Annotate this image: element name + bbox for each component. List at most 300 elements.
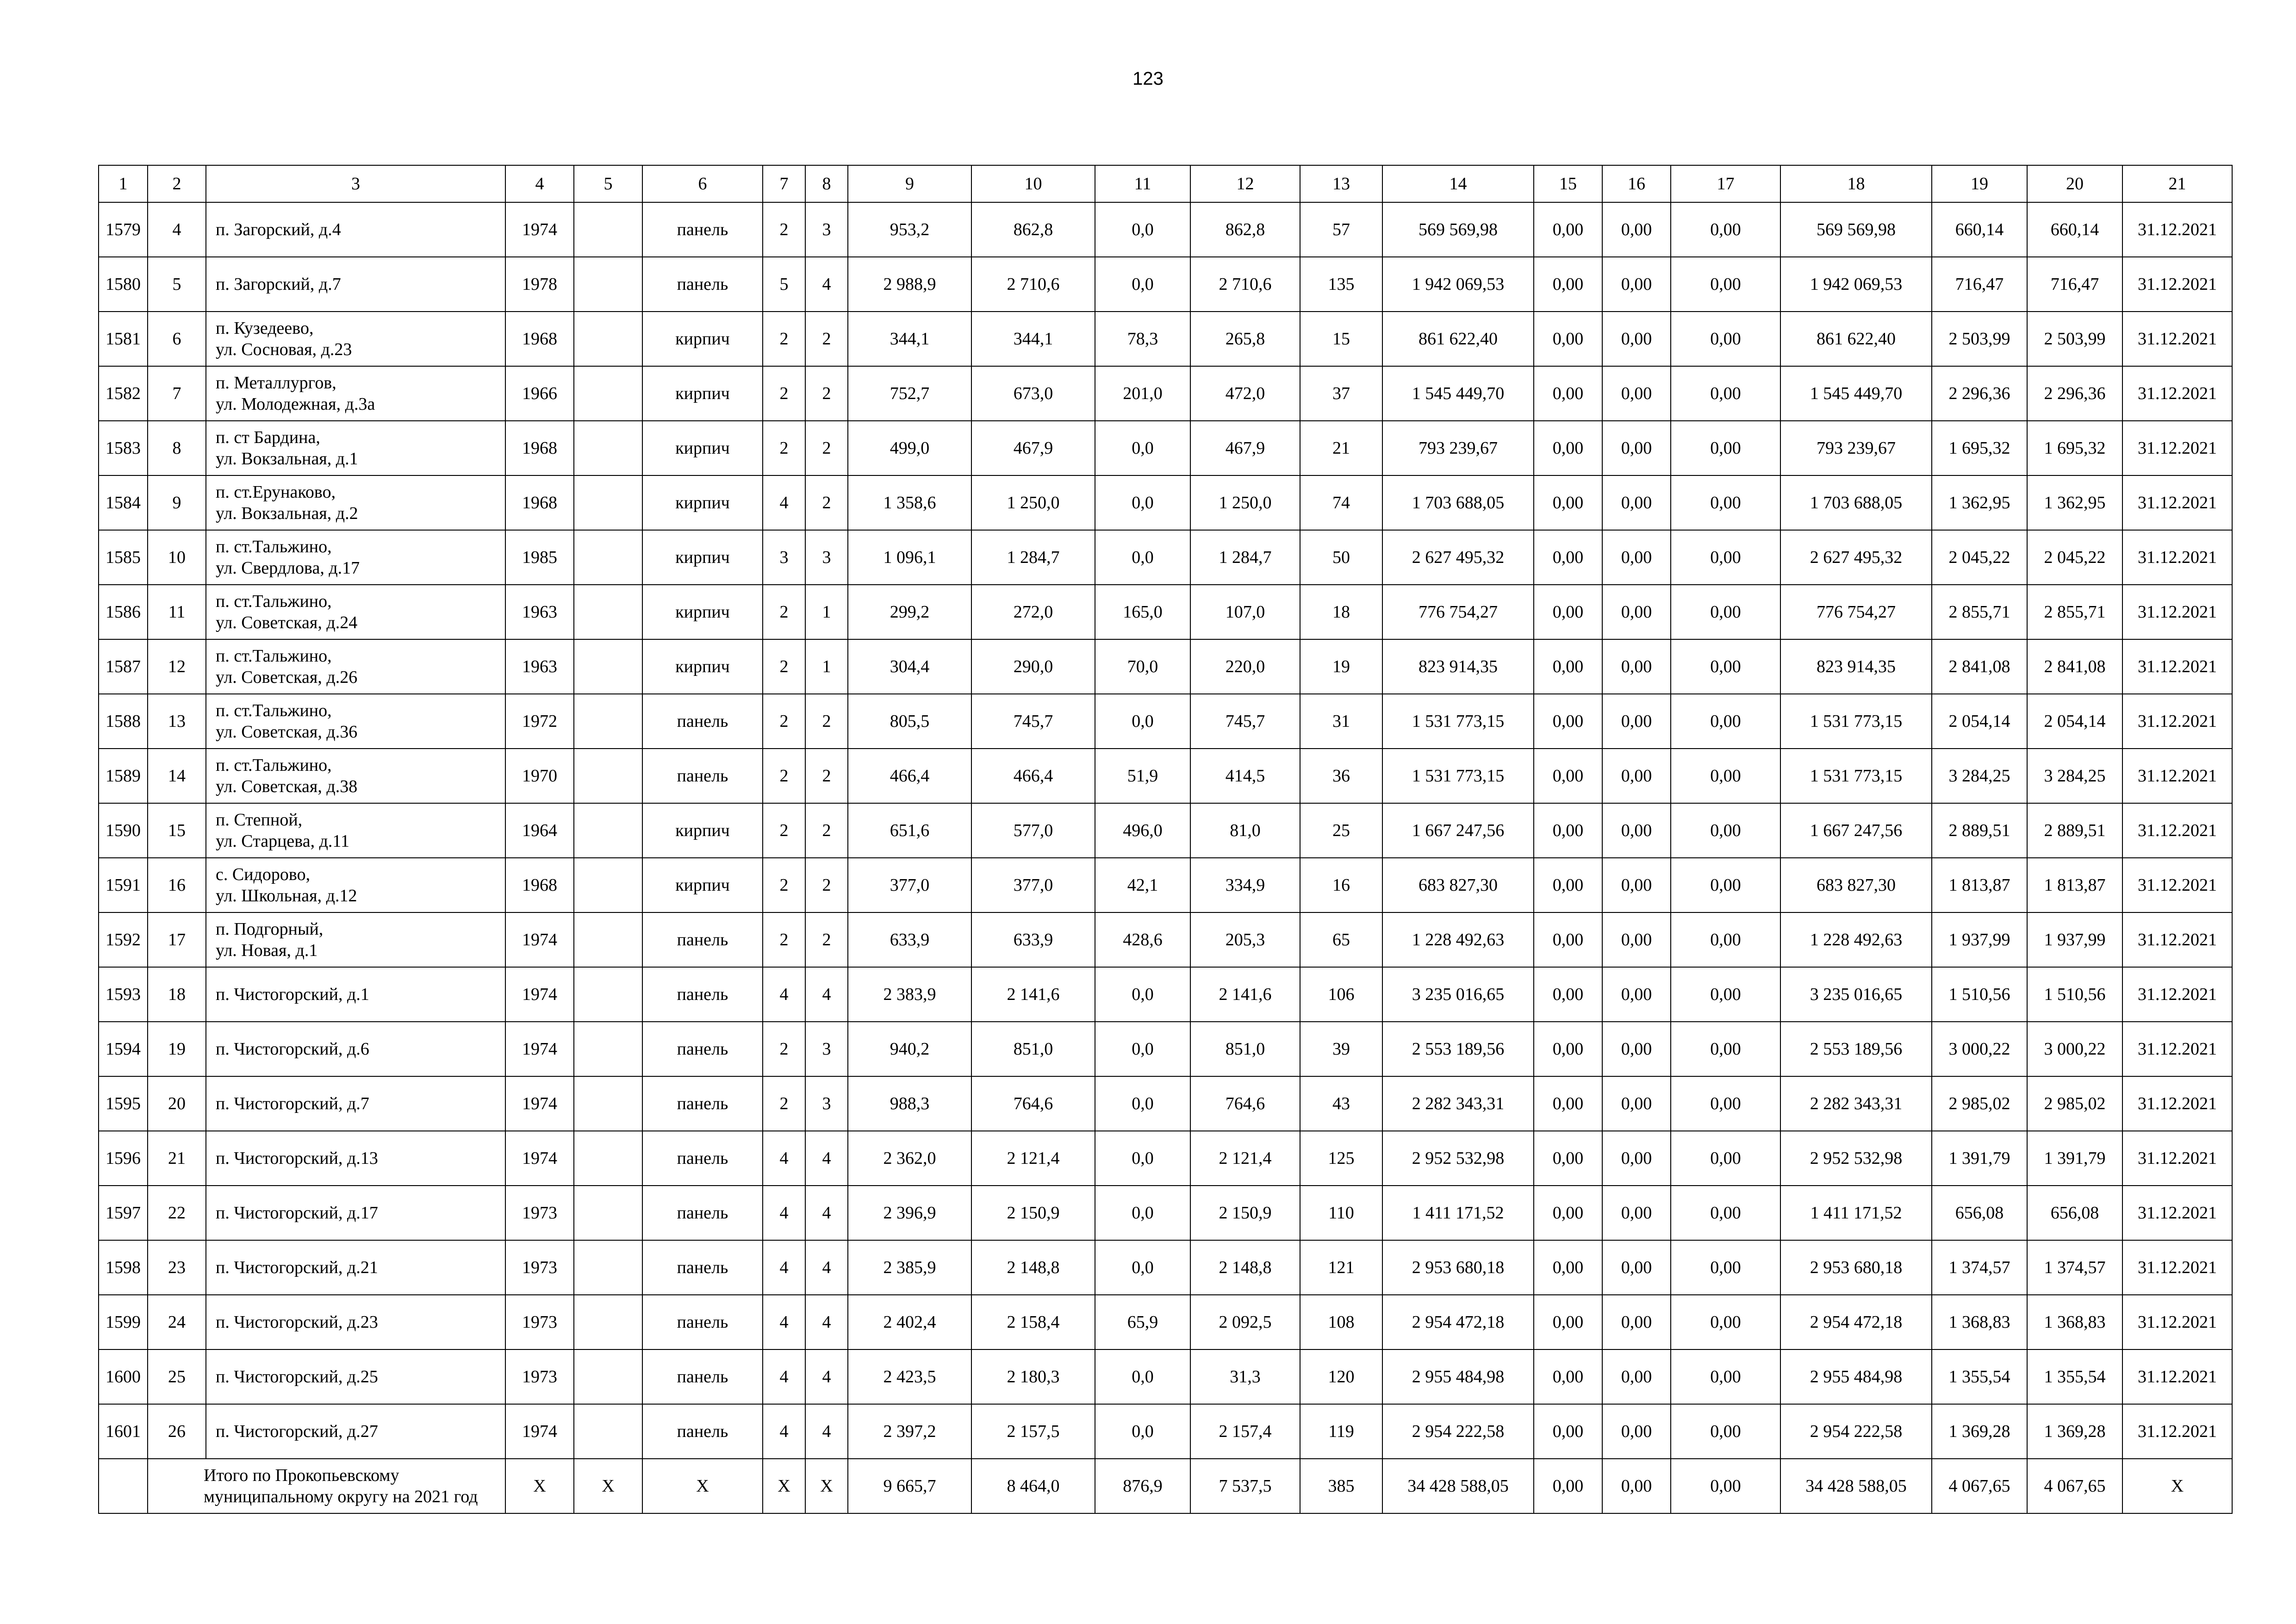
table-cell: 265,8: [1190, 312, 1300, 366]
table-cell: 0,00: [1602, 749, 1671, 803]
table-cell: 1 703 688,05: [1382, 475, 1534, 530]
table-cell: 862,8: [971, 202, 1095, 257]
table-cell: 1 355,54: [1932, 1349, 2027, 1404]
table-cell: 3: [763, 530, 805, 585]
table-cell: 31.12.2021: [2122, 257, 2232, 312]
table-cell: 23: [148, 1240, 206, 1295]
table-cell: 1 362,95: [2027, 475, 2122, 530]
table-cell: 1974: [505, 1076, 574, 1131]
table-cell: 21: [148, 1131, 206, 1186]
table-cell: 2 141,6: [1190, 967, 1300, 1022]
table-cell: 2: [763, 1076, 805, 1131]
address-line: ул. Вокзальная, д.2: [216, 504, 358, 523]
table-cell: 4: [805, 1240, 848, 1295]
table-cell: 43: [1300, 1076, 1382, 1131]
table-cell: 1974: [505, 202, 574, 257]
col-header: 14: [1382, 165, 1534, 202]
table-cell: 0,00: [1671, 1186, 1780, 1240]
table-cell: 0,00: [1671, 421, 1780, 475]
table-cell: 3 284,25: [2027, 749, 2122, 803]
table-cell: 0,0: [1095, 257, 1190, 312]
col-header: 17: [1671, 165, 1780, 202]
table-cell: 31.12.2021: [2122, 202, 2232, 257]
table-cell: 651,6: [848, 803, 971, 858]
table-cell: 1 545 449,70: [1780, 366, 1932, 421]
table-cell: 1974: [505, 967, 574, 1022]
table-cell: 2 710,6: [971, 257, 1095, 312]
table-cell: 0,0: [1095, 421, 1190, 475]
table-cell: 0,00: [1534, 1076, 1602, 1131]
col-header: 11: [1095, 165, 1190, 202]
address-cell: [206, 366, 505, 421]
table-cell: 31: [1300, 694, 1382, 749]
table-cell: 6: [148, 312, 206, 366]
table-cell: 31.12.2021: [2122, 1295, 2232, 1349]
table-cell: 1 667 247,56: [1780, 803, 1932, 858]
table-cell: 0,00: [1534, 475, 1602, 530]
table-cell: 2: [805, 312, 848, 366]
table-cell: 1974: [505, 1404, 574, 1459]
table-cell: 15: [148, 803, 206, 858]
table-cell: 656,08: [1932, 1186, 2027, 1240]
address-cell: [206, 1295, 505, 1349]
table-cell: 0,00: [1671, 475, 1780, 530]
table-cell: 1587: [99, 639, 148, 694]
address-cell: [206, 1022, 505, 1076]
table-cell: 953,2: [848, 202, 971, 257]
table-cell: 0,00: [1602, 912, 1671, 967]
table-cell: 0,0: [1095, 1349, 1190, 1404]
table-cell: 2 627 495,32: [1780, 530, 1932, 585]
table-cell: 1 368,83: [2027, 1295, 2122, 1349]
table-cell: 1 937,99: [1932, 912, 2027, 967]
table-cell: 110: [1300, 1186, 1382, 1240]
table-cell: 21: [1300, 421, 1382, 475]
total-cell: 34 428 588,05: [1780, 1459, 1932, 1513]
table-cell: 1591: [99, 858, 148, 912]
table-cell: 1 942 069,53: [1780, 257, 1932, 312]
table-cell: 120: [1300, 1349, 1382, 1404]
table-cell: 4: [763, 1131, 805, 1186]
table-cell: 0,00: [1671, 1131, 1780, 1186]
table-cell: 2 157,4: [1190, 1404, 1300, 1459]
table-cell: 0,00: [1602, 803, 1671, 858]
total-cell: [99, 1459, 148, 1513]
table-cell: 14: [148, 749, 206, 803]
table-cell: 106: [1300, 967, 1382, 1022]
table-cell: 2 158,4: [971, 1295, 1095, 1349]
table-cell: 1 369,28: [1932, 1404, 2027, 1459]
table-cell: 2 150,9: [971, 1186, 1095, 1240]
total-cell: 876,9: [1095, 1459, 1190, 1513]
table-cell: 776 754,27: [1780, 585, 1932, 639]
table-cell: 0,00: [1534, 912, 1602, 967]
table-cell: панель: [642, 1295, 763, 1349]
table-row: [99, 858, 2232, 912]
table-cell: 1 228 492,63: [1382, 912, 1534, 967]
table-cell: 1973: [505, 1349, 574, 1404]
table-cell: 1 531 773,15: [1780, 749, 1932, 803]
table-cell: 466,4: [971, 749, 1095, 803]
address-cell: [206, 530, 505, 585]
table-cell: 4: [805, 1295, 848, 1349]
table-cell: 2: [805, 475, 848, 530]
table-cell: 2 954 222,58: [1780, 1404, 1932, 1459]
table-cell: 3 235 016,65: [1780, 967, 1932, 1022]
table-cell: 0,0: [1095, 1186, 1190, 1240]
table-cell: 2: [805, 421, 848, 475]
table-cell: 0,00: [1534, 202, 1602, 257]
table-cell: 1 369,28: [2027, 1404, 2122, 1459]
table-cell: 1 250,0: [971, 475, 1095, 530]
table-cell: 1968: [505, 312, 574, 366]
table-cell: 683 827,30: [1382, 858, 1534, 912]
col-header: 12: [1190, 165, 1300, 202]
address-line: п. ст Бардина,: [216, 428, 320, 447]
table-cell: 0,00: [1671, 585, 1780, 639]
table-cell: [574, 1349, 642, 1404]
table-cell: 31.12.2021: [2122, 421, 2232, 475]
table-cell: 1 937,99: [2027, 912, 2122, 967]
address-cell: [206, 312, 505, 366]
table-cell: кирпич: [642, 475, 763, 530]
table-cell: 107,0: [1190, 585, 1300, 639]
table-cell: 0,0: [1095, 1240, 1190, 1295]
table-cell: 0,0: [1095, 694, 1190, 749]
table-cell: 31.12.2021: [2122, 1240, 2232, 1295]
table-cell: 0,0: [1095, 1131, 1190, 1186]
table-cell: 0,00: [1671, 202, 1780, 257]
table-cell: 1978: [505, 257, 574, 312]
table-cell: 2 045,22: [2027, 530, 2122, 585]
table-cell: 31.12.2021: [2122, 967, 2232, 1022]
table-row: [99, 312, 2232, 366]
table-row: [99, 749, 2232, 803]
table-cell: 1599: [99, 1295, 148, 1349]
table-cell: 2: [763, 312, 805, 366]
table-cell: 4: [805, 1404, 848, 1459]
table-cell: 1593: [99, 967, 148, 1022]
table-cell: 1973: [505, 1186, 574, 1240]
table-cell: 31.12.2021: [2122, 1131, 2232, 1186]
table-cell: 0,0: [1095, 967, 1190, 1022]
table-row: [99, 1295, 2232, 1349]
table-cell: [574, 858, 642, 912]
table-cell: панель: [642, 694, 763, 749]
table-cell: 1 374,57: [2027, 1240, 2122, 1295]
table-cell: [574, 366, 642, 421]
table-cell: 861 622,40: [1780, 312, 1932, 366]
table-cell: 1 531 773,15: [1382, 694, 1534, 749]
table-cell: 1 510,56: [1932, 967, 2027, 1022]
table-cell: 4: [763, 1349, 805, 1404]
table-cell: 467,9: [971, 421, 1095, 475]
table-cell: панель: [642, 1240, 763, 1295]
address-cell: [206, 585, 505, 639]
address-cell: [206, 967, 505, 1022]
table-cell: 0,0: [1095, 1076, 1190, 1131]
address-line: п. Степной,: [216, 810, 303, 830]
table-cell: 776 754,27: [1382, 585, 1534, 639]
table-cell: 304,4: [848, 639, 971, 694]
address-line: п. Чистогорский, д.6: [216, 1039, 369, 1059]
address-line: п. Чистогорский, д.17: [216, 1203, 378, 1223]
table-cell: 0,00: [1534, 366, 1602, 421]
address-line: п. Чистогорский, д.21: [216, 1258, 378, 1277]
address-line: п. Загорский, д.4: [216, 220, 341, 239]
total-cell: X: [574, 1459, 642, 1513]
table-cell: 57: [1300, 202, 1382, 257]
table-cell: 1 368,83: [1932, 1295, 2027, 1349]
table-cell: панель: [642, 749, 763, 803]
total-cell: X: [2122, 1459, 2232, 1513]
table-cell: 633,9: [971, 912, 1095, 967]
total-cell: 0,00: [1534, 1459, 1602, 1513]
table-cell: 0,00: [1534, 1131, 1602, 1186]
table-cell: 2 889,51: [2027, 803, 2122, 858]
table-cell: 2: [763, 585, 805, 639]
table-cell: 988,3: [848, 1076, 971, 1131]
table-cell: 4: [805, 1349, 848, 1404]
table-cell: 660,14: [2027, 202, 2122, 257]
table-cell: 121: [1300, 1240, 1382, 1295]
table-cell: 0,00: [1602, 1186, 1671, 1240]
table-cell: 16: [1300, 858, 1382, 912]
table-cell: 1963: [505, 639, 574, 694]
table-cell: 2: [763, 639, 805, 694]
address-cell: [206, 257, 505, 312]
table-cell: 10: [148, 530, 206, 585]
table-cell: 3 284,25: [1932, 749, 2027, 803]
table-cell: 1968: [505, 858, 574, 912]
table-cell: кирпич: [642, 639, 763, 694]
address-cell: [206, 749, 505, 803]
table-cell: 2 985,02: [2027, 1076, 2122, 1131]
table-cell: 0,00: [1602, 694, 1671, 749]
table-cell: 2: [805, 858, 848, 912]
table-cell: 1 374,57: [1932, 1240, 2027, 1295]
address-cell: [206, 1186, 505, 1240]
table-cell: 496,0: [1095, 803, 1190, 858]
col-header: 20: [2027, 165, 2122, 202]
table-cell: 108: [1300, 1295, 1382, 1349]
table-cell: 31,3: [1190, 1349, 1300, 1404]
table-cell: 1581: [99, 312, 148, 366]
table-cell: [574, 202, 642, 257]
table-cell: 0,00: [1534, 1404, 1602, 1459]
table-cell: 2 121,4: [1190, 1131, 1300, 1186]
address-line: п. Загорский, д.7: [216, 275, 341, 294]
table-cell: 1970: [505, 749, 574, 803]
table-cell: 0,00: [1534, 530, 1602, 585]
table-cell: 2 954 472,18: [1780, 1295, 1932, 1349]
table-cell: 0,00: [1534, 1186, 1602, 1240]
table-cell: [574, 1240, 642, 1295]
table-cell: 0,00: [1602, 366, 1671, 421]
table-cell: 660,14: [1932, 202, 2027, 257]
table-cell: 1582: [99, 366, 148, 421]
table-cell: [574, 749, 642, 803]
table-cell: 2 855,71: [2027, 585, 2122, 639]
table-cell: 0,00: [1534, 421, 1602, 475]
table-cell: 2: [763, 366, 805, 421]
table-cell: 50: [1300, 530, 1382, 585]
table-cell: 2 423,5: [848, 1349, 971, 1404]
table-cell: панель: [642, 1076, 763, 1131]
table-cell: 31.12.2021: [2122, 366, 2232, 421]
table-cell: 3 235 016,65: [1382, 967, 1534, 1022]
table-cell: 3 000,22: [2027, 1022, 2122, 1076]
table-cell: 851,0: [971, 1022, 1095, 1076]
table-cell: 4: [805, 1186, 848, 1240]
col-header: 18: [1780, 165, 1932, 202]
table-cell: 3: [805, 202, 848, 257]
address-line: п. Чистогорский, д.25: [216, 1367, 378, 1387]
total-cell: 7 537,5: [1190, 1459, 1300, 1513]
table-cell: 2 952 532,98: [1780, 1131, 1932, 1186]
table-cell: 1: [805, 585, 848, 639]
table-cell: 499,0: [848, 421, 971, 475]
total-cell: X: [763, 1459, 805, 1513]
table-cell: 0,00: [1671, 1022, 1780, 1076]
table-cell: 125: [1300, 1131, 1382, 1186]
col-header: 9: [848, 165, 971, 202]
table-cell: 2 953 680,18: [1382, 1240, 1534, 1295]
table-cell: 2: [763, 912, 805, 967]
table-cell: 1597: [99, 1186, 148, 1240]
address-line: ул. Советская, д.36: [216, 722, 358, 742]
table-cell: 4: [805, 257, 848, 312]
table-cell: 862,8: [1190, 202, 1300, 257]
table-cell: 37: [1300, 366, 1382, 421]
table-cell: 135: [1300, 257, 1382, 312]
address-line: п. Кузедеево,: [216, 319, 314, 338]
table-cell: 19: [148, 1022, 206, 1076]
address-line: п. Чистогорский, д.13: [216, 1149, 378, 1168]
table-cell: [574, 1022, 642, 1076]
table-cell: 42,1: [1095, 858, 1190, 912]
total-cell: 0,00: [1602, 1459, 1671, 1513]
table-cell: 0,00: [1671, 366, 1780, 421]
table-cell: 0,00: [1534, 694, 1602, 749]
table-cell: панель: [642, 202, 763, 257]
table-cell: 78,3: [1095, 312, 1190, 366]
col-header: 4: [505, 165, 574, 202]
table-cell: 2 503,99: [2027, 312, 2122, 366]
table-cell: 31.12.2021: [2122, 803, 2232, 858]
table-cell: 0,00: [1671, 858, 1780, 912]
table-cell: 1973: [505, 1240, 574, 1295]
address-cell: [206, 912, 505, 967]
table-cell: 0,00: [1602, 858, 1671, 912]
address-cell: [206, 1076, 505, 1131]
table-cell: 3: [805, 1076, 848, 1131]
table-cell: 1974: [505, 1022, 574, 1076]
table-cell: 4: [805, 967, 848, 1022]
col-header: 21: [2122, 165, 2232, 202]
table-cell: [574, 475, 642, 530]
table-cell: кирпич: [642, 585, 763, 639]
address-line: ул. Новая, д.1: [216, 941, 318, 960]
table-cell: 569 569,98: [1382, 202, 1534, 257]
table-cell: 1974: [505, 1131, 574, 1186]
table-cell: 4: [148, 202, 206, 257]
housing-registry-table: [98, 165, 2233, 1514]
table-cell: 377,0: [971, 858, 1095, 912]
table-cell: кирпич: [642, 858, 763, 912]
table-cell: 2 553 189,56: [1780, 1022, 1932, 1076]
table-cell: 0,00: [1602, 475, 1671, 530]
table-cell: 716,47: [1932, 257, 2027, 312]
table-cell: 0,00: [1671, 749, 1780, 803]
table-cell: 1589: [99, 749, 148, 803]
table-cell: 2 841,08: [2027, 639, 2122, 694]
table-cell: 2 148,8: [1190, 1240, 1300, 1295]
table-cell: 31.12.2021: [2122, 1404, 2232, 1459]
address-cell: [206, 1349, 505, 1404]
table-cell: 2 148,8: [971, 1240, 1095, 1295]
total-cell: 4 067,65: [2027, 1459, 2122, 1513]
col-header: 7: [763, 165, 805, 202]
table-cell: 2 397,2: [848, 1404, 971, 1459]
col-header: 16: [1602, 165, 1671, 202]
table-cell: [574, 1404, 642, 1459]
address-cell: [206, 1131, 505, 1186]
table-cell: 74: [1300, 475, 1382, 530]
table-cell: 20: [148, 1076, 206, 1131]
table-cell: кирпич: [642, 312, 763, 366]
table-cell: 0,00: [1534, 1240, 1602, 1295]
table-cell: [574, 585, 642, 639]
table-cell: 1585: [99, 530, 148, 585]
table-cell: 201,0: [1095, 366, 1190, 421]
table-row: [99, 639, 2232, 694]
table-cell: 414,5: [1190, 749, 1300, 803]
table-row: [99, 694, 2232, 749]
page-number: 123: [1132, 69, 1164, 89]
table-cell: 673,0: [971, 366, 1095, 421]
table-cell: кирпич: [642, 530, 763, 585]
table-cell: 4: [805, 1131, 848, 1186]
table-row: [99, 1186, 2232, 1240]
table-cell: 0,00: [1534, 1022, 1602, 1076]
table-row: [99, 803, 2232, 858]
table-cell: кирпич: [642, 421, 763, 475]
col-header: 2: [148, 165, 206, 202]
table-cell: 0,0: [1095, 530, 1190, 585]
total-label-line: муниципальному округу на 2021 год: [204, 1487, 478, 1506]
table-cell: 1 695,32: [2027, 421, 2122, 475]
table-cell: 2 627 495,32: [1382, 530, 1534, 585]
total-cell: 385: [1300, 1459, 1382, 1513]
table-row: [99, 421, 2232, 475]
address-line: п. Чистогорский, д.7: [216, 1094, 369, 1113]
table-cell: 299,2: [848, 585, 971, 639]
address-line: п. Металлургов,: [216, 373, 336, 393]
table-cell: 11: [148, 585, 206, 639]
table-cell: 344,1: [848, 312, 971, 366]
total-cell: 9 665,7: [848, 1459, 971, 1513]
table-cell: 0,00: [1602, 257, 1671, 312]
address-cell: [206, 639, 505, 694]
table-cell: 0,00: [1671, 639, 1780, 694]
table-cell: 22: [148, 1186, 206, 1240]
address-line: ул. Вокзальная, д.1: [216, 449, 358, 468]
table-cell: [574, 421, 642, 475]
table-cell: 0,00: [1602, 530, 1671, 585]
table-cell: 31.12.2021: [2122, 1186, 2232, 1240]
address-line: ул. Старцева, д.11: [216, 831, 350, 851]
